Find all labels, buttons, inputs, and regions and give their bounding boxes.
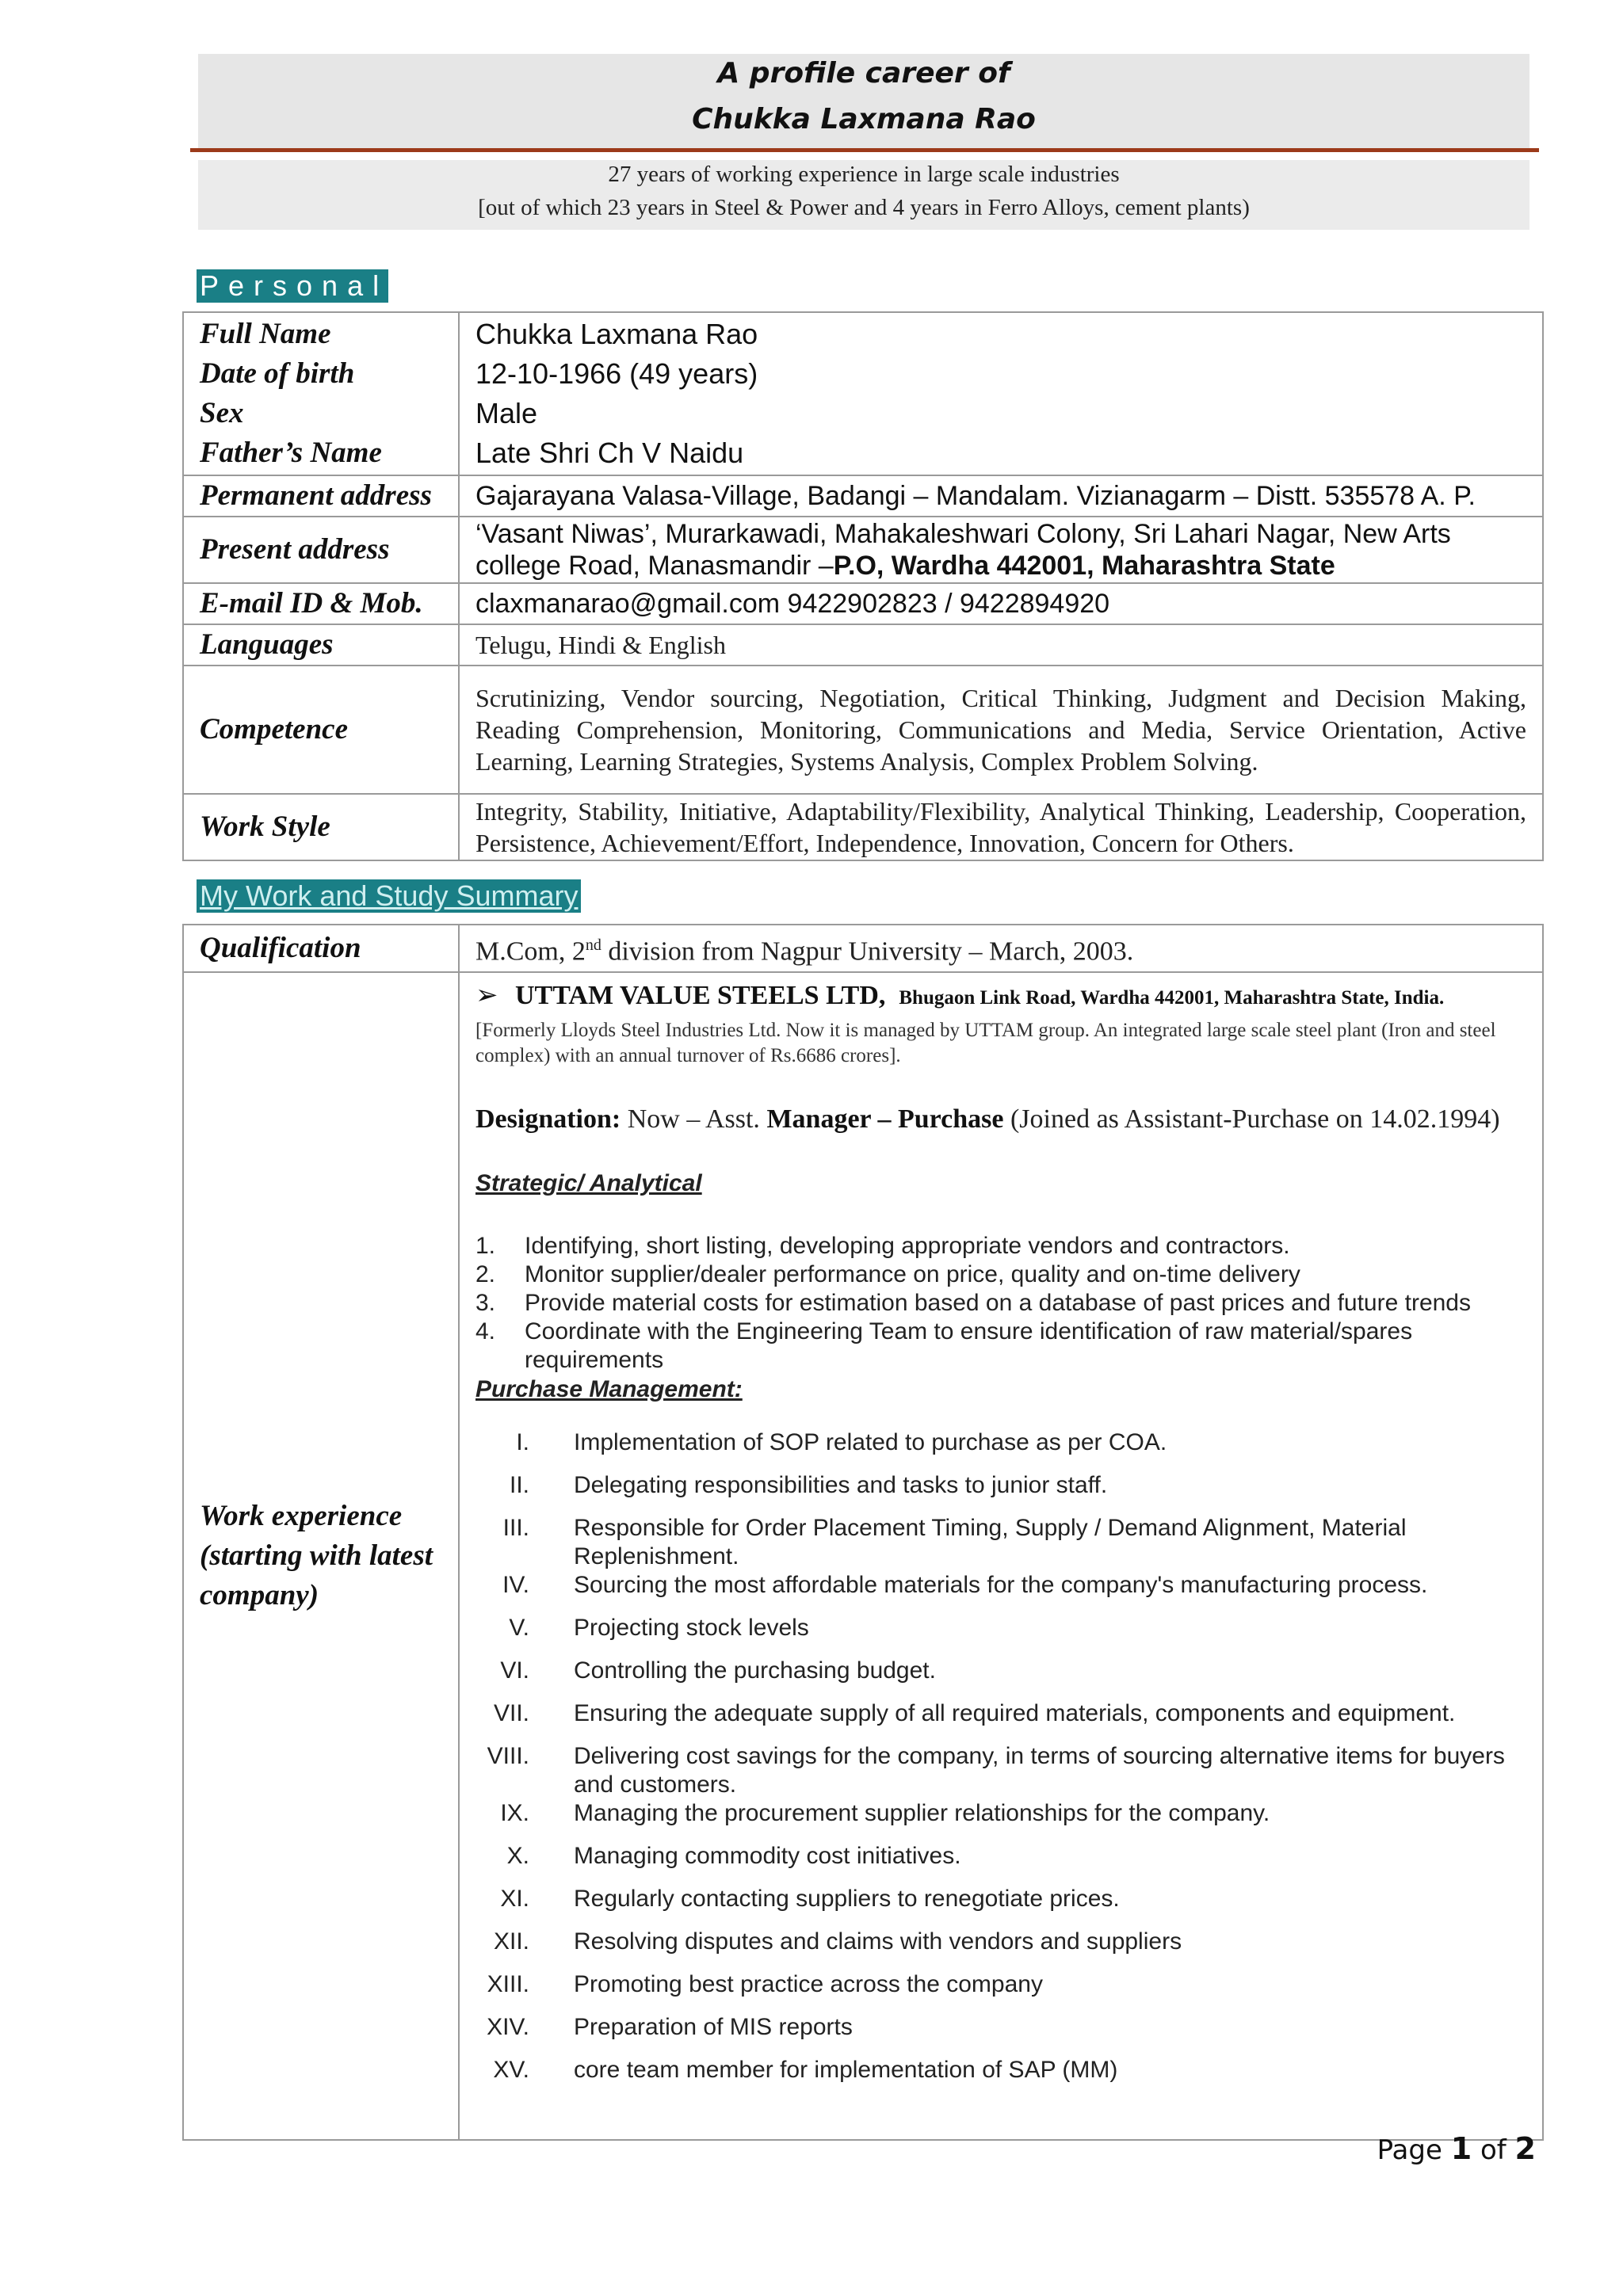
of-word: of — [1472, 2134, 1515, 2166]
list-item — [475, 1928, 1526, 1970]
designation-joined: (Joined as Assistant-Purchase on 14.02.1994) — [1003, 1104, 1500, 1135]
sex-label: Sex — [200, 397, 244, 429]
company-description: [Formerly Lloyds Steel Industries Ltd. Now it is managed by UTTAM group. An integrated large scale steel plant (Iron and steel complex) with an annual turnover of Rs.6686 crores]. — [475, 1020, 1496, 1067]
list-item-text: Preparation of MIS reports — [574, 2014, 853, 2041]
page-number — [1377, 2131, 1536, 2166]
competence-label: Competence — [200, 713, 349, 746]
list-item-text: Controlling the purchasing budget. — [574, 1657, 936, 1684]
permanent-address-label: Permanent address — [200, 479, 432, 512]
list-item — [475, 2056, 1526, 2099]
list-item-number: VII. — [493, 1700, 529, 1727]
dob-value: 12-10-1966 (49 years) — [475, 357, 758, 390]
full-name-value: Chukka Laxmana Rao — [475, 318, 758, 350]
permanent-address-value: Gajarayana Valasa-Village, Badangi – Mandalam. Vizianagarm – Distt. 535578 A. P. — [475, 481, 1476, 511]
list-item-number: 3. — [475, 1290, 496, 1317]
header-divider — [190, 148, 1539, 152]
list-item — [475, 1742, 1526, 1799]
list-item-number: II. — [509, 1472, 529, 1499]
qualification-detail: division from Nagpur University – March, 2003. — [601, 936, 1134, 967]
company-name: UTTAM VALUE STEELS LTD, — [515, 981, 886, 1011]
designation-label: Designation: — [475, 1104, 621, 1135]
list-item-text: Managing the procurement supplier relationships for the company. — [574, 1800, 1270, 1827]
designation — [475, 1102, 1526, 1137]
email-mobile-label: E-mail ID & Mob. — [200, 587, 423, 620]
qualification-degree: M.Com, 2 — [475, 936, 586, 967]
present-address-text: ‘Vasant Niwas’, Murarkawadi, Mahakaleshwari Colony, Sri Lahari Nagar, New Arts college Road, Manasmandir – — [475, 519, 1451, 581]
list-item-text: Delivering cost savings for the company, in terms of sourcing alternative items for buyers and customers. — [574, 1743, 1505, 1798]
competence-value: Scrutinizing, Vendor sourcing, Negotiation, Critical Thinking, Judgment and Decision Making, Reading Comprehension, Monitoring, Communications and Media, Service Orientation, Active Learning, Learning Strategies, Systems Analysis, Complex Problem Solving. — [475, 684, 1526, 776]
list-item — [475, 1318, 1526, 1375]
list-item-text: Monitor supplier/dealer performance on price, quality and on-time delivery — [525, 1261, 1300, 1288]
list-item-number: 4. — [475, 1318, 496, 1345]
table-row — [183, 925, 1543, 972]
list-item — [475, 1232, 1526, 1261]
list-item — [475, 1657, 1526, 1699]
list-item — [475, 1428, 1526, 1471]
table-row — [183, 794, 1543, 860]
qualification-label: Qualification — [200, 932, 361, 965]
strategic-list — [475, 1232, 1526, 1375]
work-experience-label-2: (starting with latest — [200, 1539, 433, 1573]
company-address: Bhugaon Link Road, Wardha 442001, Maharashtra State, India. — [899, 987, 1445, 1009]
table-row — [183, 624, 1543, 666]
full-name-label: Full Name — [200, 318, 331, 350]
list-item — [475, 1885, 1526, 1928]
list-item-number: XIII. — [487, 1971, 529, 1998]
list-item-number: XI. — [500, 1886, 529, 1913]
strategic-analytical-heading: Strategic/ Analytical — [475, 1170, 702, 1197]
company-heading — [475, 978, 1526, 1016]
list-item-text: Regularly contacting suppliers to renegotiate prices. — [574, 1886, 1120, 1913]
list-item — [475, 1842, 1526, 1885]
experience-summary-line-1: 27 years of working experience in large scale industries — [608, 162, 1120, 187]
list-item — [475, 1614, 1526, 1657]
personal-section-title: Personal — [197, 269, 388, 303]
list-item-number: 1. — [475, 1233, 496, 1260]
list-item-number: 2. — [475, 1261, 496, 1288]
table-row — [183, 666, 1543, 794]
work-style-label: Work Style — [200, 810, 330, 843]
list-item — [475, 1289, 1526, 1318]
table-row — [183, 312, 1543, 475]
dob-label: Date of birth — [200, 357, 355, 390]
experience-summary-line-2: [out of which 23 years in Steel & Power and 4 years in Ferro Alloys, cement plants) — [478, 195, 1250, 220]
page-word: Page — [1377, 2134, 1451, 2166]
list-item — [475, 2013, 1526, 2056]
list-item-number: IX. — [500, 1800, 529, 1827]
list-item-number: XIV. — [487, 2014, 529, 2041]
list-item-text: Projecting stock levels — [574, 1615, 809, 1642]
designation-title: Manager – Purchase — [766, 1104, 1004, 1135]
present-address-postal: P.O, Wardha 442001, Maharashtra State — [833, 551, 1335, 581]
work-summary-section-title: My Work and Study Summary — [197, 879, 581, 913]
list-item — [475, 1571, 1526, 1614]
email-mobile-value: claxmanarao@gmail.com 9422902823 / 9422894920 — [475, 589, 1110, 619]
title-line-1: A profile career of — [717, 57, 1010, 90]
present-address-value — [475, 518, 1526, 582]
list-item-text: Implementation of SOP related to purchase as per COA. — [574, 1429, 1167, 1456]
list-item-text: Provide material costs for estimation based on a database of past prices and future trends — [525, 1290, 1471, 1317]
list-item-text: Resolving disputes and claims with vendors and suppliers — [574, 1928, 1182, 1955]
table-row — [183, 517, 1543, 583]
title-line-2: Chukka Laxmana Rao — [692, 103, 1036, 135]
sex-value: Male — [475, 397, 538, 429]
list-item-text: Responsible for Order Placement Timing, Supply / Demand Alignment, Material Replenishment. — [574, 1515, 1407, 1570]
list-item — [475, 1261, 1526, 1289]
list-item-number: I. — [516, 1429, 529, 1456]
list-item — [475, 1699, 1526, 1742]
purchase-management-heading: Purchase Management: — [475, 1376, 743, 1403]
list-item-number: X. — [506, 1843, 529, 1870]
designation-prefix: Now – Asst. — [621, 1104, 767, 1135]
list-item-number: V. — [509, 1615, 529, 1642]
languages-label: Languages — [200, 628, 334, 661]
list-item — [475, 1970, 1526, 2013]
list-item-text: Delegating responsibilities and tasks to junior staff. — [574, 1472, 1108, 1499]
list-item-text: Ensuring the adequate supply of all required materials, components and equipment. — [574, 1700, 1456, 1727]
header-banner — [198, 54, 1529, 149]
arrow-bullet-icon: ➢ — [475, 981, 498, 1011]
list-item-number: VIII. — [487, 1743, 529, 1770]
list-item — [475, 1471, 1526, 1514]
work-study-table — [182, 924, 1544, 2141]
list-item — [475, 1799, 1526, 1842]
experience-summary-banner — [198, 160, 1529, 230]
work-style-value: Integrity, Stability, Initiative, Adaptability/Flexibility, Analytical Thinking, Leadership, Cooperation, Persistence, Achievement/Effort, Independence, Innovation, Concern for Others. — [475, 797, 1526, 857]
list-item-text: Managing commodity cost initiatives. — [574, 1843, 961, 1870]
table-row — [183, 475, 1543, 517]
list-item-text: Identifying, short listing, developing appropriate vendors and contractors. — [525, 1233, 1290, 1260]
personal-table — [182, 311, 1544, 861]
work-experience-label-1: Work experience — [200, 1500, 403, 1533]
list-item-text: Promoting best practice across the company — [574, 1971, 1043, 1998]
list-item-text: Coordinate with the Engineering Team to ensure identification of raw material/spares requirements — [525, 1318, 1413, 1374]
purchase-list — [475, 1428, 1526, 2099]
list-item-number: IV. — [502, 1572, 529, 1599]
page-current: 1 — [1450, 2131, 1472, 2166]
list-item-number: XII. — [493, 1928, 529, 1955]
work-experience-label-3: company) — [200, 1579, 319, 1612]
father-name-label: Father’s Name — [200, 437, 382, 469]
list-item-number: III. — [502, 1515, 529, 1542]
list-item-number: XV. — [493, 2057, 529, 2084]
table-row — [183, 583, 1543, 624]
present-address-label: Present address — [200, 533, 390, 566]
qualification-sup: nd — [585, 936, 601, 954]
qualification-value — [475, 925, 1526, 971]
list-item-text: Sourcing the most affordable materials for the company's manufacturing process. — [574, 1572, 1428, 1599]
languages-value: Telugu, Hindi & English — [475, 631, 726, 659]
list-item-text: core team member for implementation of SAP (MM) — [574, 2057, 1118, 2084]
page-total: 2 — [1514, 2131, 1536, 2166]
list-item — [475, 1514, 1526, 1571]
table-row — [183, 972, 1543, 2140]
list-item-number: VI. — [500, 1657, 529, 1684]
father-name-value: Late Shri Ch V Naidu — [475, 437, 744, 469]
